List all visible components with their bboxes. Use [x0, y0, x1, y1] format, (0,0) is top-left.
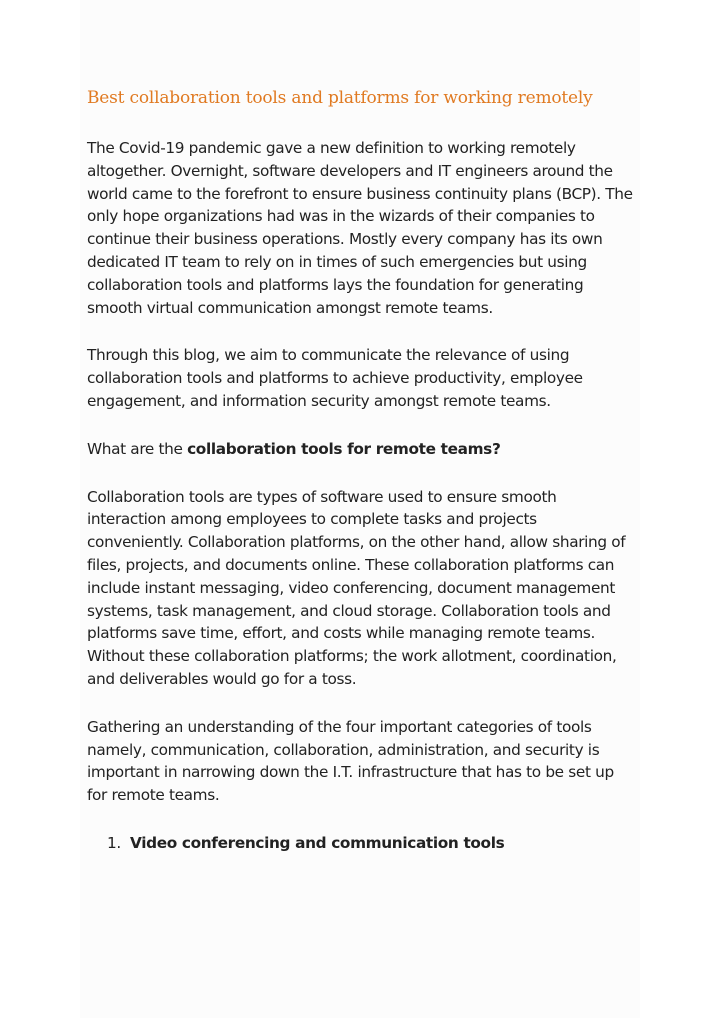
definition-paragraph: Collaboration tools are types of software used to ensure smooth interaction among employees to complete tasks and projects conveniently. Collaboration platforms, on the other hand, allow sharing of files, projects, and documents online. These collaboration platforms can include instant messaging, video conferencing, document management systems, task management, and cloud storage. Collaboration tools and platforms save time, effort, and costs while managing remote teams. Without these collaboration platforms; the work allotment, coordination, and deliverables would go for a toss. — [87, 487, 626, 688]
tools-list — [87, 832, 635, 855]
question-prefix: What are the — [87, 439, 188, 458]
document-title: Best collaboration tools and platforms for working remotely — [87, 88, 593, 108]
list-item — [107, 832, 635, 855]
categories-paragraph: Gathering an understanding of the four important categories of tools namely, communication, collaboration, administration, and security is important in narrowing down the I.T. infrastructure that has to be set up for remote teams. — [87, 717, 614, 805]
blog-purpose-paragraph: Through this blog, we aim to communicate the relevance of using collaboration tools and platforms to achieve productivity, employee engagement, and information security amongst remote teams. — [87, 346, 583, 410]
intro-paragraph: The Covid-19 pandemic gave a new definition to working remotely altogether. Overnight, software developers and IT engineers around the world came to the forefront to ensure business continuity plans (BCP). The only hope organizations had was in the wizards of their companies to continue their business operations. Mostly every company has its own dedicated IT team to rely on in times of such emergencies but using collaboration tools and platforms lays the foundation for generating smooth virtual communication amongst remote teams. — [87, 139, 633, 317]
question-bold: collaboration tools for remote teams? — [187, 439, 501, 458]
section-question — [87, 438, 635, 461]
list-item-label: Video conferencing and communication tools — [130, 833, 505, 852]
document-body — [87, 84, 635, 855]
list-item-number: 1. — [107, 833, 121, 852]
